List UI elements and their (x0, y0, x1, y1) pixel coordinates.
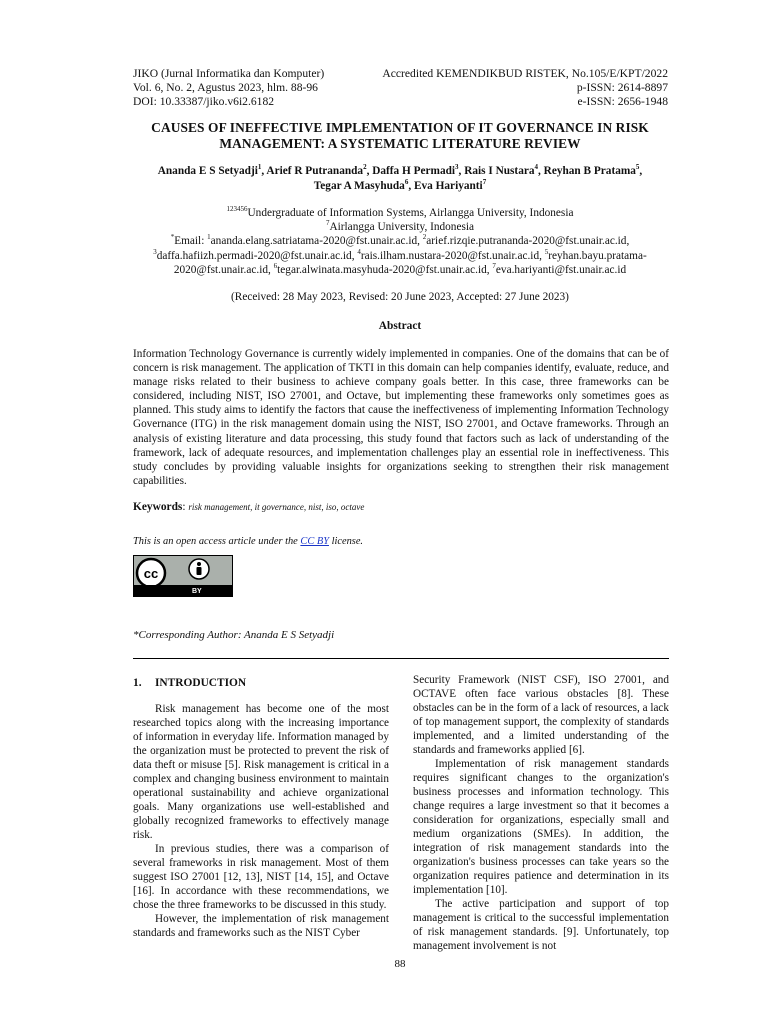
email-link[interactable]: rais.ilham.nustara-2020@fst.unair.ac.id, (360, 249, 545, 262)
email-link[interactable]: eva.hariyanti@fst.unair.ac.id (495, 263, 627, 276)
cc-by-link[interactable]: CC BY (300, 536, 329, 547)
email-link[interactable]: reyhan.bayu.pratama- (548, 249, 647, 262)
accreditation: Accredited KEMENDIKBUD RISTEK, No.105/E/KPT/2022 (382, 67, 668, 80)
badge-bar (134, 585, 232, 596)
paragraph: In previous studies, there was a comparison of several frameworks in risk management. Most of them suggest ISO 27001 [12, 13], NIST [14, 15], and Octave [16]. In accordance with these recommendations, we chose the three frameworks to be discussed in this study. (133, 843, 389, 911)
corresponding-author: *Corresponding Author: Ananda E S Setyadji (133, 629, 335, 641)
journal-header-left (133, 67, 324, 109)
abstract-heading: Abstract (378, 320, 422, 332)
keywords-label: Keywords (133, 501, 183, 513)
author-sup: 3 (455, 163, 459, 172)
received-dates: (Received: 28 May 2023, Revised: 20 June 2023, Accepted: 27 June 2023) (231, 291, 569, 303)
email-link[interactable]: tegar.alwinata.masyhuda-2020@fst.unair.ac.id, (277, 263, 493, 276)
author-sup: 2 (363, 163, 367, 172)
paragraph: Implementation of risk management standards requires significant changes to the organization's business processes and information technology. This change requires a large investment so that it becomes a consideration for organizations, especially small and medium organizations (SMEs). In addition, the integration of risk management standards into the organization's business processes can take years so the organization requires patience and determination in its implementation [10]. (413, 758, 669, 896)
author-sup: 7 (482, 178, 487, 187)
author-name: Daffa H Permadi (372, 165, 456, 177)
email-line-3: 2020@fst.unair.ac.id, $^6$tegar.alwinata.masyhuda-2020@fst.unair.ac.id, $^7$eva.hariyanti@fst.unair.ac.id (173, 262, 627, 276)
author-name: Ananda E S Setyadji (157, 165, 258, 177)
paragraph: The active participation and support of top management is critical to the successful implementation of risk management standards. [9]. Unfortunately, top management involvement is not (413, 898, 669, 952)
paragraph: Security Framework (NIST CSF), ISO 27001, and OCTAVE often face various obstacles [8]. These obstacles can be in the form of a lack of resources, a lack of top management support, the complexity of standards implemented, and a limited understanding of the standards and frameworks applied [6]. (413, 674, 669, 756)
abstract-text: Information Technology Governance is currently widely implemented in companies. One of the domains that can be of concern is risk management. The application of TKTI in this domain can help companies identify, evaluate, reduce, and manage risks related to their business to achieve company goals better. In this case, three frameworks can be considered, including NIST, ISO 27001, and Octave, but implementing these frameworks only sometimes goes as planned. This study aims to identify the factors that cause the ineffectiveness of implementing Information Technology Governance (ITG) in the risk management domain using the NIST, ISO 27001, and Octave frameworks. Through an analysis of existing literature and data processing, this study found that factors such as lack of understanding of the framework, lack of adequate resources, and implementation challenges play an essential role in ineffectiveness. This study concludes by providing valuable insights for organizations seeking to strengthen their risk management capabilities. (133, 348, 669, 487)
email-line-1: *Email: $^1$ananda.elang.satriatama-2020@fst.unair.ac.id, $^2$arief.rizqie.putrananda-2020@fst.unair.ac.id, (170, 233, 630, 248)
title-line-2: MANAGEMENT: A SYSTEMATIC LITERATURE REVIEW (219, 136, 581, 151)
email-link[interactable]: arief.rizqie.putrananda-2020@fst.unair.ac.id, (426, 235, 630, 248)
email-line-2: $^3$daffa.hafiizh.permadi-2020@fst.unair.ac.id, $^4$rais.ilham.nustara-2020@fst.unair.ac.id, $^5$reyhan.bayu.pratama- (153, 247, 647, 262)
badge-by-label: BY (192, 588, 202, 595)
title-line-1: CAUSES OF INEFFECTIVE IMPLEMENTATION OF IT GOVERNANCE IN RISK (151, 120, 649, 135)
journal-header-right (382, 67, 668, 109)
author-sup: 6 (404, 178, 409, 187)
cc-by-badge[interactable] (133, 555, 233, 597)
p-issn: p-ISSN: 2614-8897 (576, 81, 668, 94)
journal-volume: Vol. 6, No. 2, Agustus 2023, hlm. 88-96 (133, 81, 318, 94)
keywords-text: risk management, it governance, nist, iso, octave (188, 502, 365, 512)
divider (133, 658, 669, 659)
affiliation-1: $^{123456}$Undergraduate of Information Systems, Airlangga University, Indonesia (226, 205, 574, 219)
email-link[interactable]: ananda.elang.satriatama-2020@fst.unair.ac.id, (210, 235, 423, 248)
e-issn: e-ISSN: 2656-1948 (577, 95, 668, 108)
svg-text:cc: cc (143, 566, 159, 581)
author-sup: 1 (257, 163, 262, 172)
author-list (120, 164, 680, 194)
author-sup: 5 (635, 163, 640, 172)
keywords: Keywords: risk management, it governance, nist, iso, octave (133, 501, 365, 513)
right-column (413, 673, 669, 953)
author-name: Reyhan B Pratama (543, 165, 636, 177)
journal-name: JIKO (Jurnal Informatika dan Komputer) (133, 67, 325, 80)
paragraph: Risk management has become one of the most researched topics along with the increasing importance of information in everyday life. Information managed by the organization must be protected to prevent the risk of data theft or misuse [5]. Risk management is critical in a complex and changing business environment to maintain operational sustainability and achieve organizational goals. Many organizations use well-established and globally recognized frameworks to effectively manage risk. (133, 703, 389, 841)
author-line-1: Ananda E S Setyadji$^1$, Arief R Putrananda$^2$, Daffa H Permadi$^3$, Rais I Nustara$^4$, Reyhan B Pratama$^5$, (157, 163, 643, 177)
author-name: Tegar A Masyhuda (313, 180, 405, 192)
paragraph: However, the implementation of risk management standards and frameworks such as the NIST Cyber (133, 913, 389, 939)
email-link[interactable]: daffa.hafiizh.permadi-2020@fst.unair.ac.id, (156, 249, 358, 262)
email-link[interactable]: 2020@fst.unair.ac.id, (173, 263, 274, 276)
affiliations (120, 206, 680, 277)
open-access-notice: This is an open access article under the CC BY license. (133, 536, 364, 547)
author-name: Arief R Putrananda (266, 165, 364, 177)
left-column (133, 676, 389, 940)
affiliation-2: $^7$Airlangga University, Indonesia (325, 219, 475, 234)
author-sup: 4 (534, 163, 538, 172)
page-number: 88 (394, 958, 406, 970)
paper-title (120, 120, 680, 152)
section-heading: 1. INTRODUCTION (133, 677, 247, 689)
author-name: Rais I Nustara (464, 165, 535, 177)
author-line-2: Tegar A Masyhuda$^6$, Eva Hariyanti$^7$ (313, 178, 487, 192)
author-name: Eva Hariyanti (413, 180, 483, 192)
journal-doi: DOI: 10.33387/jiko.v6i2.6182 (133, 95, 275, 108)
